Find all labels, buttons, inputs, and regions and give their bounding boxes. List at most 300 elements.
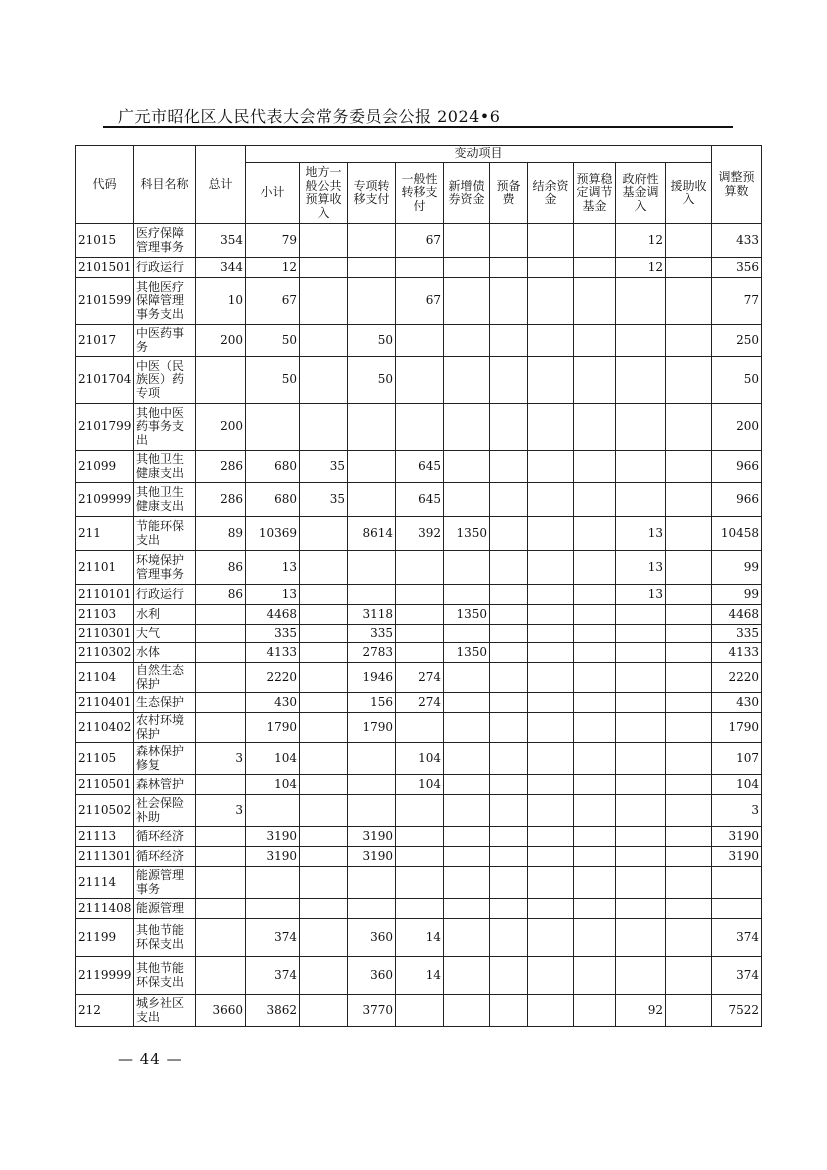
cell-aid [666,995,712,1027]
col-subtotal-header: 小计 [246,163,300,224]
cell-special [348,451,396,483]
cell-special [348,258,396,278]
table-row [76,867,762,899]
cell-bond [444,775,490,795]
cell-surplus [528,643,574,663]
cell-gov: 92 [616,995,666,1027]
cell-gov [616,713,666,743]
cell-total [196,605,246,625]
cell-bond [444,995,490,1027]
cell-special [348,867,396,899]
cell-stab [574,404,616,451]
cell-code: 211 [76,517,134,551]
cell-adjusted: 4468 [712,605,762,625]
cell-stab [574,867,616,899]
cell-subtotal [246,867,300,899]
cell-local [300,625,348,643]
cell-bond [444,867,490,899]
cell-special: 335 [348,625,396,643]
cell-special: 360 [348,919,396,957]
cell-total: 286 [196,483,246,517]
cell-general: 67 [396,224,444,258]
cell-total [196,899,246,919]
cell-local [300,795,348,827]
table-row [76,605,762,625]
cell-reserve [490,585,528,605]
cell-code: 2111301 [76,847,134,867]
cell-bond [444,483,490,517]
cell-special [348,775,396,795]
cell-general [396,357,444,404]
cell-gov [616,847,666,867]
cell-name: 循环经济 [134,847,196,867]
cell-local [300,258,348,278]
cell-stab [574,663,616,693]
cell-surplus [528,957,574,995]
table-row [76,451,762,483]
cell-name: 其他中医药事务支出 [134,404,196,451]
cell-local [300,224,348,258]
cell-subtotal: 50 [246,325,300,357]
cell-general: 14 [396,919,444,957]
cell-bond [444,325,490,357]
cell-local [300,957,348,995]
cell-subtotal: 4133 [246,643,300,663]
cell-adjusted: 250 [712,325,762,357]
cell-general [396,258,444,278]
cell-bond [444,795,490,827]
cell-adjusted: 374 [712,957,762,995]
cell-code: 21199 [76,919,134,957]
cell-reserve [490,517,528,551]
table-row [76,743,762,775]
table-row [76,995,762,1027]
cell-special: 50 [348,325,396,357]
cell-aid [666,827,712,847]
cell-bond [444,663,490,693]
table-row [76,643,762,663]
cell-bond [444,258,490,278]
cell-code: 2101599 [76,278,134,325]
cell-name: 水体 [134,643,196,663]
cell-general [396,605,444,625]
cell-bond [444,899,490,919]
cell-stab [574,919,616,957]
cell-gov [616,827,666,847]
cell-name: 其他节能环保支出 [134,957,196,995]
cell-aid [666,605,712,625]
cell-aid [666,643,712,663]
cell-gov: 12 [616,258,666,278]
cell-subtotal [246,404,300,451]
cell-gov [616,775,666,795]
cell-bond [444,357,490,404]
cell-reserve [490,795,528,827]
cell-adjusted: 99 [712,585,762,605]
table-row [76,663,762,693]
cell-adjusted [712,899,762,919]
cell-total [196,847,246,867]
cell-aid [666,224,712,258]
cell-surplus [528,551,574,585]
table-row [76,483,762,517]
cell-local [300,919,348,957]
cell-surplus [528,827,574,847]
cell-subtotal: 12 [246,258,300,278]
cell-name: 能源管理事务 [134,867,196,899]
cell-special: 50 [348,357,396,404]
table-row [76,278,762,325]
cell-adjusted: 10458 [712,517,762,551]
cell-local [300,995,348,1027]
cell-reserve [490,743,528,775]
cell-subtotal: 13 [246,585,300,605]
cell-general: 67 [396,278,444,325]
cell-special [348,278,396,325]
cell-local [300,899,348,919]
cell-surplus [528,224,574,258]
cell-gov [616,919,666,957]
cell-name: 森林保护修复 [134,743,196,775]
cell-gov: 13 [616,585,666,605]
cell-gov [616,957,666,995]
cell-surplus [528,713,574,743]
cell-adjusted: 2220 [712,663,762,693]
cell-name: 自然生态保护 [134,663,196,693]
table-row [76,899,762,919]
cell-gov [616,899,666,919]
cell-gov: 13 [616,517,666,551]
cell-bond [444,585,490,605]
cell-gov [616,357,666,404]
table-row [76,224,762,258]
cell-total [196,693,246,713]
cell-reserve [490,775,528,795]
cell-surplus [528,451,574,483]
cell-surplus [528,357,574,404]
cell-gov [616,743,666,775]
table-row [76,517,762,551]
cell-subtotal: 374 [246,957,300,995]
table-row [76,625,762,643]
cell-gov: 13 [616,551,666,585]
col-name-header: 科目名称 [134,146,196,224]
cell-surplus [528,258,574,278]
cell-gov [616,483,666,517]
col-total-header: 总计 [196,146,246,224]
cell-adjusted: 335 [712,625,762,643]
cell-reserve [490,867,528,899]
cell-subtotal: 2220 [246,663,300,693]
col-special-transfer-header: 专项转移支付 [348,163,396,224]
cell-gov [616,867,666,899]
cell-subtotal [246,899,300,919]
cell-surplus [528,517,574,551]
cell-code: 2110501 [76,775,134,795]
cell-name: 大气 [134,625,196,643]
cell-stab [574,995,616,1027]
cell-aid [666,451,712,483]
cell-reserve [490,325,528,357]
cell-special [348,404,396,451]
col-local-general-header: 地方一般公共预算收入 [300,163,348,224]
cell-gov [616,693,666,713]
cell-gov [616,795,666,827]
table-row [76,693,762,713]
cell-aid [666,867,712,899]
col-reserve-header: 预备费 [490,163,528,224]
cell-surplus [528,775,574,795]
cell-general: 645 [396,451,444,483]
cell-stab [574,517,616,551]
cell-gov [616,625,666,643]
cell-bond [444,919,490,957]
cell-bond: 1350 [444,643,490,663]
cell-aid [666,693,712,713]
cell-subtotal: 3190 [246,847,300,867]
cell-special: 3118 [348,605,396,625]
cell-code: 2119999 [76,957,134,995]
cell-bond [444,957,490,995]
cell-total [196,867,246,899]
cell-total [196,957,246,995]
cell-special [348,483,396,517]
cell-aid [666,278,712,325]
cell-subtotal: 335 [246,625,300,643]
cell-general: 392 [396,517,444,551]
cell-stab [574,278,616,325]
cell-reserve [490,625,528,643]
cell-gov [616,605,666,625]
col-general-transfer-header: 一般性转移支付 [396,163,444,224]
cell-reserve [490,643,528,663]
cell-subtotal [246,795,300,827]
cell-general [396,847,444,867]
cell-name: 其他卫生健康支出 [134,451,196,483]
cell-total: 3660 [196,995,246,1027]
cell-adjusted: 1790 [712,713,762,743]
cell-name: 生态保护 [134,693,196,713]
cell-code: 21113 [76,827,134,847]
cell-surplus [528,625,574,643]
cell-local [300,643,348,663]
cell-code: 21101 [76,551,134,585]
cell-surplus [528,919,574,957]
cell-total: 3 [196,795,246,827]
cell-adjusted: 966 [712,451,762,483]
cell-bond: 1350 [444,605,490,625]
cell-reserve [490,483,528,517]
cell-special: 3190 [348,827,396,847]
cell-adjusted: 374 [712,919,762,957]
cell-general: 274 [396,693,444,713]
cell-subtotal: 4468 [246,605,300,625]
cell-reserve [490,404,528,451]
cell-subtotal: 10369 [246,517,300,551]
cell-total [196,713,246,743]
cell-local [300,404,348,451]
cell-name: 医疗保障管理事务 [134,224,196,258]
cell-name: 社会保险补助 [134,795,196,827]
cell-subtotal: 3190 [246,827,300,847]
cell-adjusted: 200 [712,404,762,451]
cell-code: 2110401 [76,693,134,713]
cell-subtotal: 680 [246,483,300,517]
cell-special: 3770 [348,995,396,1027]
cell-special: 156 [348,693,396,713]
cell-adjusted: 430 [712,693,762,713]
cell-general [396,551,444,585]
cell-subtotal: 67 [246,278,300,325]
cell-adjusted: 107 [712,743,762,775]
cell-bond [444,713,490,743]
cell-stab [574,795,616,827]
cell-name: 能源管理 [134,899,196,919]
cell-name: 行政运行 [134,258,196,278]
cell-general [396,899,444,919]
cell-reserve [490,551,528,585]
cell-name: 行政运行 [134,585,196,605]
cell-name: 森林管护 [134,775,196,795]
cell-total [196,357,246,404]
cell-name: 中医（民族医）药专项 [134,357,196,404]
cell-subtotal: 104 [246,743,300,775]
cell-general [396,713,444,743]
table-row [76,795,762,827]
cell-general: 14 [396,957,444,995]
cell-surplus [528,483,574,517]
cell-stab [574,224,616,258]
cell-reserve [490,713,528,743]
cell-surplus [528,585,574,605]
cell-stab [574,585,616,605]
cell-code: 21104 [76,663,134,693]
cell-total [196,643,246,663]
cell-local [300,827,348,847]
cell-local [300,663,348,693]
cell-gov [616,278,666,325]
cell-name: 农村环境保护 [134,713,196,743]
cell-code: 2110302 [76,643,134,663]
cell-local [300,713,348,743]
cell-stab [574,643,616,663]
cell-special: 1946 [348,663,396,693]
cell-name: 水利 [134,605,196,625]
cell-local [300,867,348,899]
cell-local [300,278,348,325]
table-row [76,713,762,743]
cell-total: 89 [196,517,246,551]
cell-total: 200 [196,404,246,451]
cell-name: 循环经济 [134,827,196,847]
cell-stab [574,451,616,483]
cell-reserve [490,258,528,278]
cell-aid [666,713,712,743]
cell-stab [574,625,616,643]
cell-gov: 12 [616,224,666,258]
cell-total [196,827,246,847]
cell-reserve [490,605,528,625]
cell-code: 2101799 [76,404,134,451]
cell-adjusted: 3190 [712,847,762,867]
cell-bond [444,625,490,643]
cell-total: 286 [196,451,246,483]
cell-bond: 1350 [444,517,490,551]
cell-surplus [528,663,574,693]
cell-aid [666,847,712,867]
col-new-bond-header: 新增债券资金 [444,163,490,224]
cell-reserve [490,663,528,693]
cell-adjusted: 966 [712,483,762,517]
cell-bond [444,693,490,713]
cell-surplus [528,795,574,827]
cell-reserve [490,995,528,1027]
cell-general [396,625,444,643]
cell-name: 节能环保支出 [134,517,196,551]
cell-name: 中医药事务 [134,325,196,357]
cell-reserve [490,827,528,847]
cell-total [196,625,246,643]
cell-name: 环境保护管理事务 [134,551,196,585]
cell-local: 35 [300,483,348,517]
table-row [76,404,762,451]
cell-code: 21099 [76,451,134,483]
cell-special: 8614 [348,517,396,551]
cell-surplus [528,693,574,713]
cell-code: 2110502 [76,795,134,827]
cell-bond [444,404,490,451]
cell-special: 360 [348,957,396,995]
cell-general: 645 [396,483,444,517]
cell-name: 其他卫生健康支出 [134,483,196,517]
cell-special [348,585,396,605]
cell-aid [666,919,712,957]
cell-code: 2111408 [76,899,134,919]
cell-general: 104 [396,775,444,795]
cell-subtotal: 104 [246,775,300,795]
cell-subtotal: 50 [246,357,300,404]
cell-surplus [528,995,574,1027]
header-rule [103,126,733,128]
cell-general [396,995,444,1027]
cell-total: 354 [196,224,246,258]
cell-reserve [490,957,528,995]
cell-surplus [528,605,574,625]
cell-adjusted: 4133 [712,643,762,663]
cell-subtotal: 13 [246,551,300,585]
cell-name: 城乡社区支出 [134,995,196,1027]
cell-bond [444,224,490,258]
cell-code: 2110301 [76,625,134,643]
col-surplus-header: 结余资金 [528,163,574,224]
cell-local [300,847,348,867]
cell-local: 35 [300,451,348,483]
col-gov-fund-header: 政府性基金调入 [616,163,666,224]
cell-local [300,357,348,404]
cell-name: 其他节能环保支出 [134,919,196,957]
cell-code: 2101704 [76,357,134,404]
cell-aid [666,775,712,795]
cell-gov [616,325,666,357]
cell-special: 2783 [348,643,396,663]
cell-total: 86 [196,551,246,585]
cell-stab [574,743,616,775]
cell-bond [444,743,490,775]
cell-local [300,743,348,775]
cell-general [396,404,444,451]
cell-aid [666,258,712,278]
cell-code: 2101501 [76,258,134,278]
